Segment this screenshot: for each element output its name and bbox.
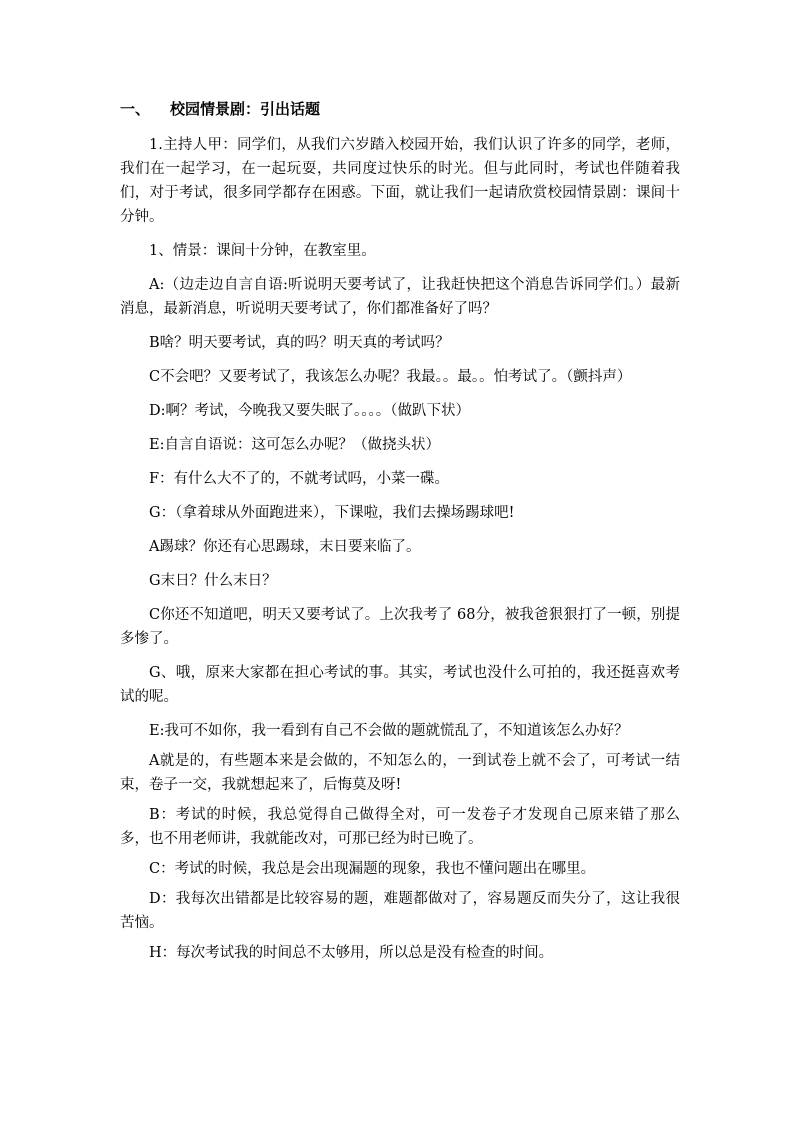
section-heading (120, 97, 680, 121)
paragraph-line-e: E:自言自语说：这可怎么办呢？（做挠头状） (149, 437, 440, 453)
paragraph-line-h: H：每次考试我的时间总不太够用，所以总是没有检查的时间。 (149, 945, 554, 961)
paragraph-scene: 1、情景：课间十分钟，在教室里。 (149, 243, 376, 259)
paragraph-line-d: D:啊？考试，今晚我又要失眠了。。。。（做趴下状） (149, 403, 471, 419)
paragraph-line-a2: A踢球？你还有心思踢球，末日要来临了。 (149, 539, 421, 555)
paragraph-line-g2: G末日？什么末日？ (149, 573, 277, 589)
paragraph-line-f: F：有什么大不了的，不就考试吗，小菜一碟。 (149, 471, 450, 487)
paragraph-line-b2: B：考试的时候，我总觉得自己做得全对，可一发卷子才发现自己原来错了那么多，也不用老师讲，我就能改对，可那已经为时已晚了。 (120, 807, 680, 847)
document-page (120, 97, 680, 971)
paragraph-line-c3: C：考试的时候，我总是会出现漏题的现象，我也不懂问题出在哪里。 (149, 861, 596, 877)
paragraph-line-a: A:（边走边自言自语:听说明天要考试了，让我赶快把这个消息告诉同学们。）最新消息，最新消息，听说明天要考试了，你们都准备好了吗？ (120, 277, 680, 317)
paragraph-line-c2: C你还不知道吧，明天又要考试了。上次我考了 68分，被我爸狠狠打了一顿，别提多惨了。 (120, 607, 680, 647)
section-title: 校园情景剧：引出话题 (170, 100, 321, 118)
section-number: 一、 (120, 100, 151, 118)
paragraph-line-e2: E:我可不如你，我一看到有自己不会做的题就慌乱了，不知道该怎么办好？ (149, 723, 629, 739)
paragraph-host-intro: 1.主持人甲：同学们，从我们六岁踏入校园开始，我们认识了许多的同学，老师，我们在一起学习，在一起玩耍，共同度过快乐的时光。但与此同时，考试也伴随着我们，对于考试，很多同学都存在困惑。下面，就让我们一起请欣赏校园情景剧：课间十分钟。 (120, 137, 680, 225)
paragraph-line-a3: A就是的，有些题本来是会做的，不知怎么的，一到试卷上就不会了，可考试一结束，卷子一交，我就想起来了，后悔莫及呀! (120, 753, 680, 793)
paragraph-line-b: B啥？明天要考试，真的吗？明天真的考试吗？ (149, 335, 450, 351)
paragraph-line-g3: G、哦，原来大家都在担心考试的事。其实，考试也没什么可拍的，我还挺喜欢考试的呢。 (120, 665, 680, 705)
paragraph-line-d2: D：我每次出错都是比较容易的题，难题都做对了，容易题反而失分了，这让我很苦恼。 (120, 891, 680, 931)
paragraph-line-c: C不会吧？又要考试了，我该怎么办呢？我最。。最。。怕考试了。（颤抖声） (149, 369, 632, 385)
paragraph-line-g: G：（拿着球从外面跑进来），下课啦，我们去操场踢球吧! (149, 505, 515, 521)
